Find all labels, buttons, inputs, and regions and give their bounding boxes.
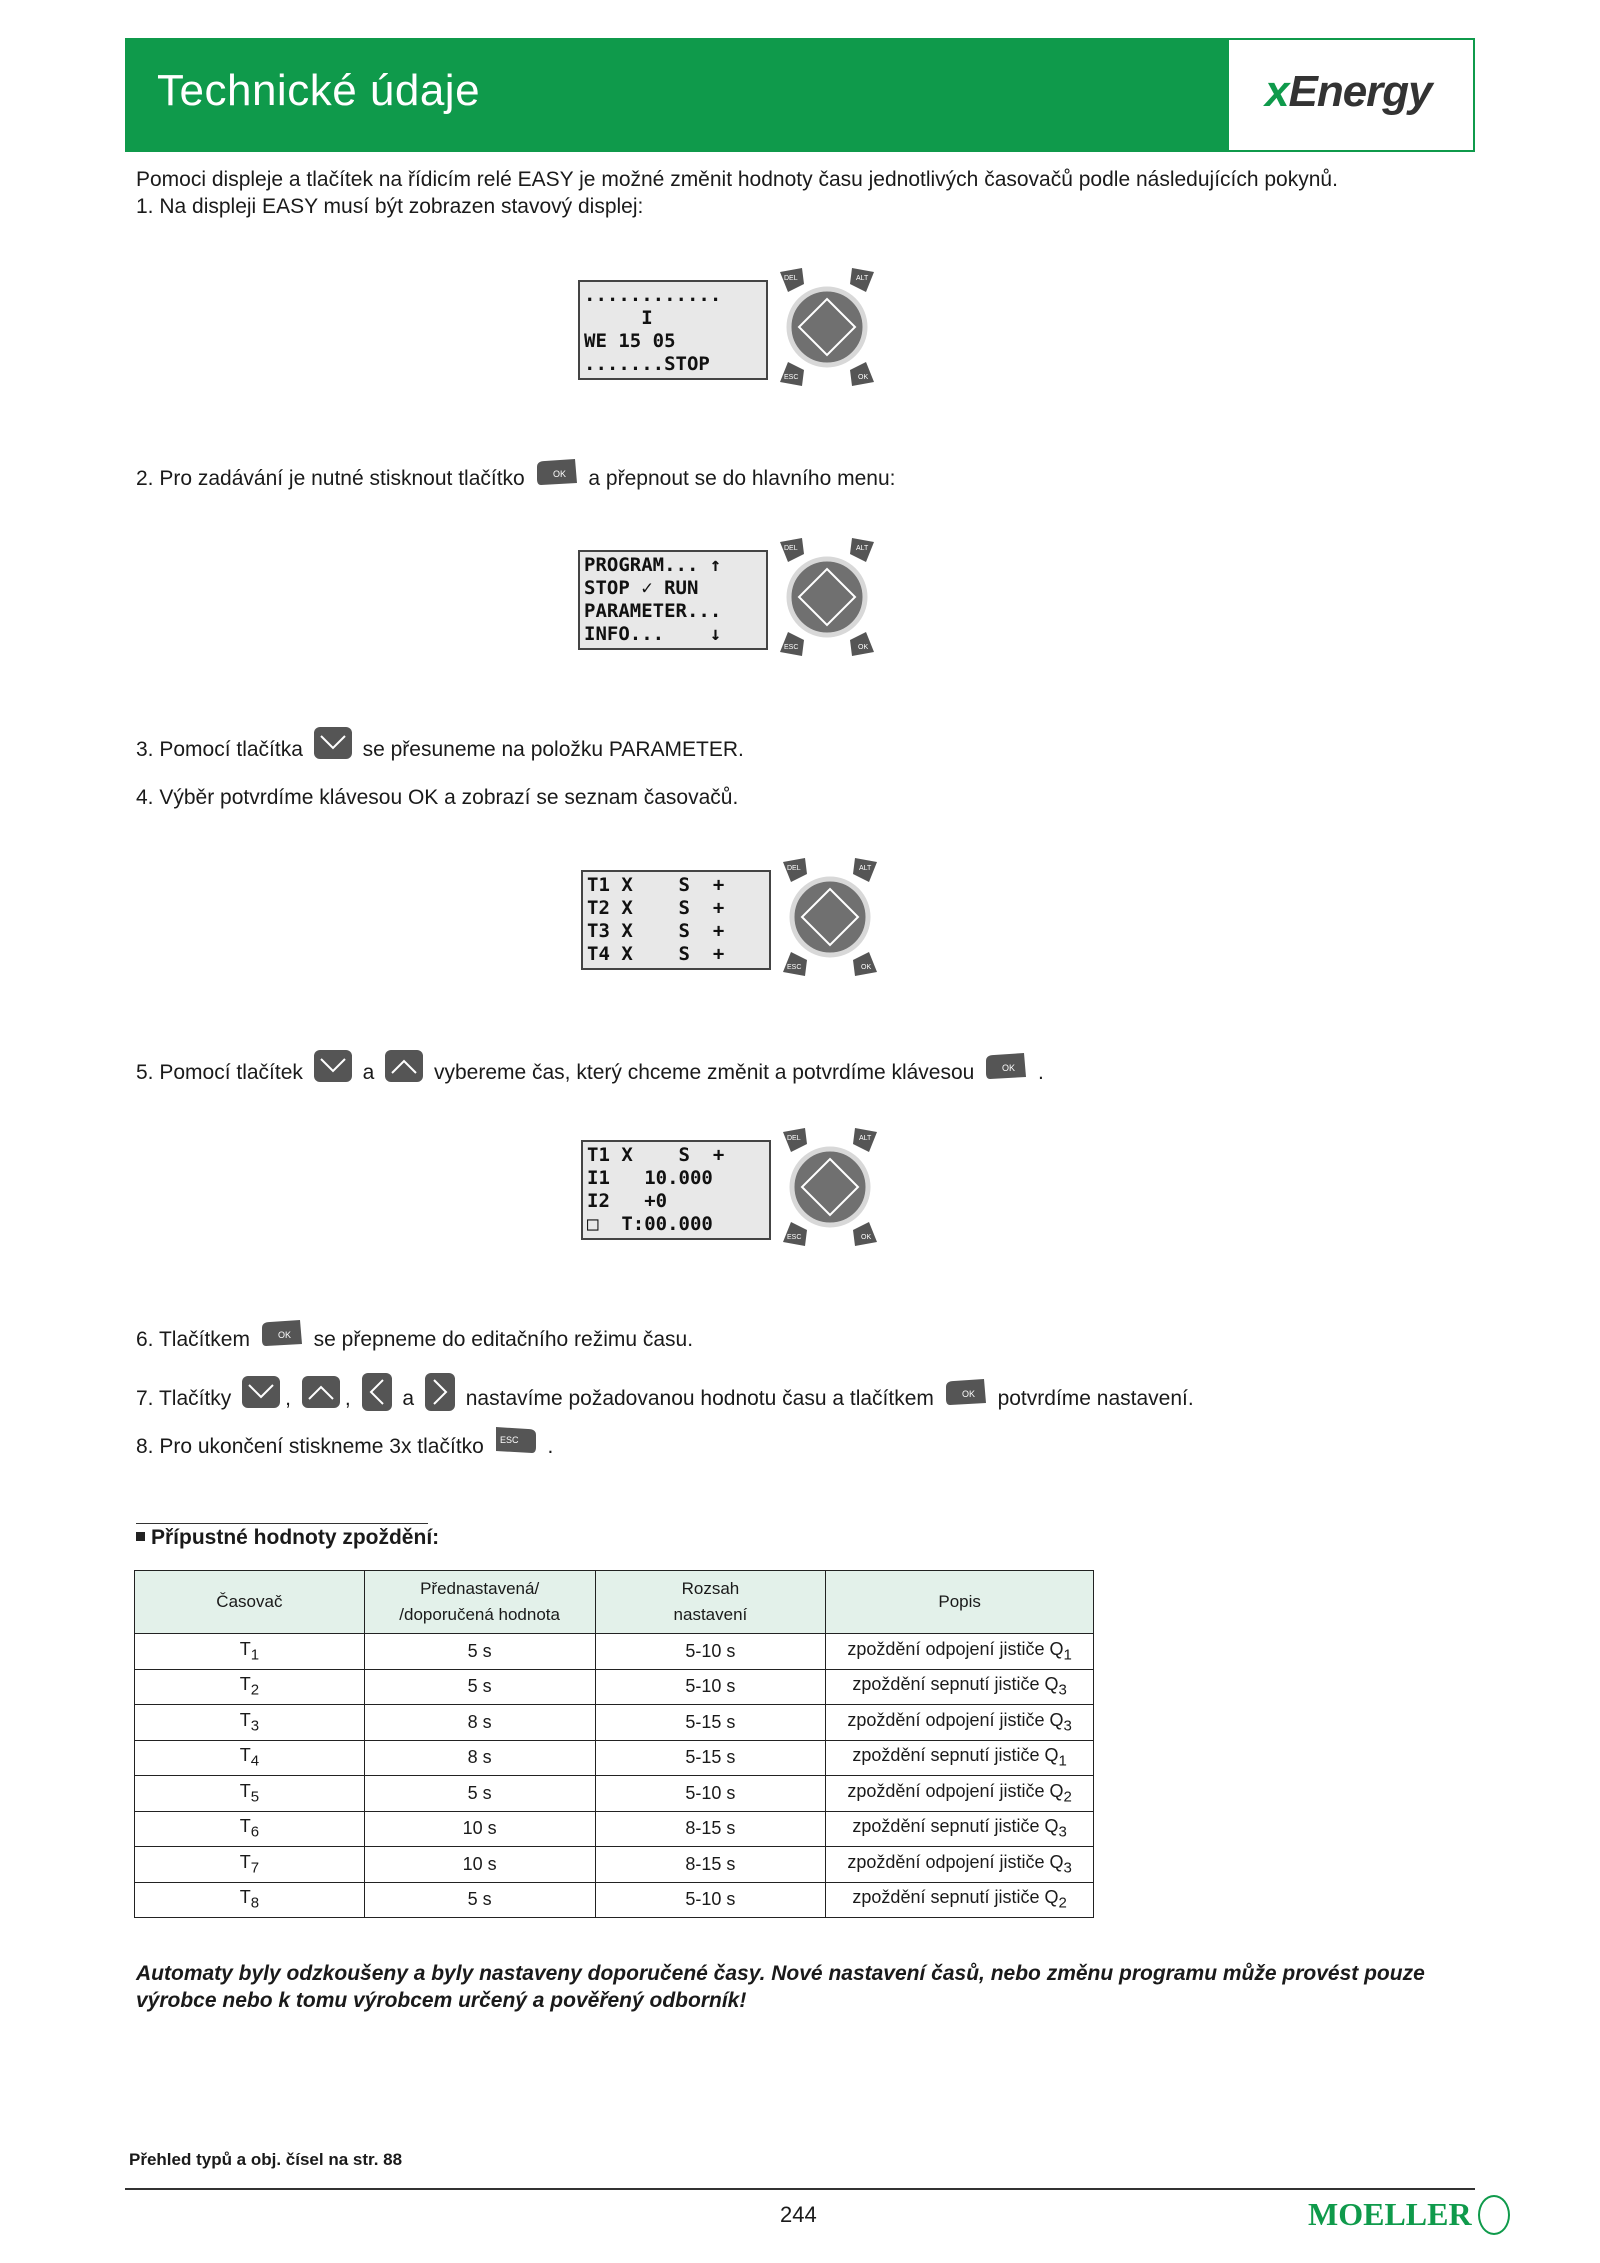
- cell-range: 5-15 s: [595, 1740, 826, 1776]
- cell-range: 5-10 s: [595, 1634, 826, 1670]
- svg-text:ALT: ALT: [856, 545, 869, 552]
- lcd-timer-list: T1 X S + T2 X S + T3 X S + T4 X S +: [581, 870, 771, 970]
- arrow-up-key-icon: [384, 1049, 424, 1090]
- lcd-main-menu: PROGRAM... ↑ STOP ✓ RUN PARAMETER... INFO... ↓: [578, 550, 768, 650]
- step-6-text: 6. Tlačítkem: [136, 1328, 250, 1352]
- moeller-emblem-icon: [1478, 2195, 1510, 2235]
- svg-text:DEL: DEL: [784, 545, 798, 552]
- cell-description: zpoždění odpojení jističe $Q_1$: [826, 1634, 1094, 1670]
- cell-range: 8-15 s: [595, 1811, 826, 1847]
- col-header-description: Popis: [826, 1571, 1094, 1634]
- page-title: Technické údaje: [157, 66, 481, 115]
- ok-key-icon: [984, 1051, 1028, 1088]
- cell-description: zpoždění odpojení jističe $Q_2$: [826, 1776, 1094, 1812]
- cell-timer: $T_7$: [135, 1847, 365, 1883]
- svg-text:DEL: DEL: [787, 865, 801, 872]
- moeller-logo: MOELLER: [1308, 2196, 1510, 2238]
- cell-timer: $T_8$: [135, 1882, 365, 1918]
- section-title: Přípustné hodnoty zpoždění:: [136, 1526, 439, 1550]
- svg-text:OK: OK: [277, 1330, 291, 1340]
- warning-note: Automaty byly odzkoušeny a byly nastaveny doporučené časy. Nové nastavení časů, nebo změnu programu může provést pouze výrobce nebo k tomu výrobcem určený a pověřený odborník!: [136, 1962, 1425, 2012]
- svg-text:ESC: ESC: [787, 1234, 802, 1241]
- intro-line-2: 1. Na displeji EASY musí být zobrazen stavový displej:: [136, 195, 644, 218]
- table-row: [135, 1705, 1094, 1741]
- cell-description: zpoždění sepnutí jističe $Q_2$: [826, 1882, 1094, 1918]
- table-row: [135, 1669, 1094, 1705]
- xenergy-logo: [1227, 40, 1473, 150]
- cell-preset: 5 s: [364, 1776, 595, 1812]
- svg-text:OK: OK: [858, 374, 869, 381]
- cell-timer: $T_5$: [135, 1776, 365, 1812]
- cell-preset: 8 s: [364, 1740, 595, 1776]
- cell-description: zpoždění sepnutí jističe $Q_1$: [826, 1740, 1094, 1776]
- cell-range: 5-15 s: [595, 1705, 826, 1741]
- svg-text:OK: OK: [1002, 1063, 1016, 1073]
- easy-keypad: [775, 852, 885, 982]
- table-row: [135, 1776, 1094, 1812]
- cell-description: zpoždění sepnutí jističe $Q_3$: [826, 1811, 1094, 1847]
- svg-text:ESC: ESC: [787, 964, 802, 971]
- cell-range: 8-15 s: [595, 1847, 826, 1883]
- cell-timer: $T_6$: [135, 1811, 365, 1847]
- table-row: [135, 1811, 1094, 1847]
- svg-text:ALT: ALT: [859, 1135, 872, 1142]
- lcd-timer-detail: T1 X S + I1 10.000 I2 +0 □ T:00.000: [581, 1140, 771, 1240]
- page-number: 244: [780, 2202, 817, 2227]
- cell-range: 5-10 s: [595, 1776, 826, 1812]
- cell-timer: $T_1$: [135, 1634, 365, 1670]
- svg-text:DEL: DEL: [787, 1135, 801, 1142]
- cell-description: zpoždění odpojení jističe $Q_3$: [826, 1847, 1094, 1883]
- svg-text:ESC: ESC: [784, 374, 799, 381]
- arrow-left-key-icon: [361, 1372, 393, 1419]
- table-header-row: [135, 1571, 1094, 1634]
- intro-line-1: Pomoci displeje a tlačítek na řídicím relé EASY je možné změnit hodnoty času jednotlivých časovačů podle následujících pokynů.: [136, 168, 1338, 191]
- svg-text:DEL: DEL: [784, 275, 798, 282]
- svg-text:ESC: ESC: [784, 644, 799, 651]
- cell-description: zpoždění odpojení jističe $Q_3$: [826, 1705, 1094, 1741]
- cell-preset: 5 s: [364, 1634, 595, 1670]
- section-divider: [136, 1523, 428, 1524]
- step-4-text: 4. Výběr potvrdíme klávesou OK a zobrazí se seznam časovačů.: [136, 786, 739, 809]
- svg-text:OK: OK: [858, 644, 869, 651]
- footer-divider: [125, 2188, 1475, 2190]
- step-7-text: 7. Tlačítky: [136, 1387, 232, 1411]
- esc-key-icon: [494, 1425, 538, 1462]
- table-row: [135, 1634, 1094, 1670]
- arrow-down-key-icon: [313, 726, 353, 767]
- ok-key-icon: [260, 1318, 304, 1355]
- svg-text:OK: OK: [861, 964, 872, 971]
- cell-preset: 10 s: [364, 1811, 595, 1847]
- col-header-range: Rozsah nastavení: [595, 1571, 826, 1634]
- logo-x: x: [1265, 67, 1289, 116]
- cell-range: 5-10 s: [595, 1669, 826, 1705]
- cell-timer: $T_3$: [135, 1705, 365, 1741]
- svg-text:ALT: ALT: [856, 275, 869, 282]
- step-8-text: 8. Pro ukončení stiskneme 3x tlačítko: [136, 1435, 484, 1459]
- arrow-down-key-icon: [313, 1049, 353, 1090]
- svg-text:OK: OK: [961, 1389, 975, 1399]
- table-row: [135, 1882, 1094, 1918]
- page-header: [125, 38, 1475, 152]
- cell-range: 5-10 s: [595, 1882, 826, 1918]
- easy-keypad: [772, 532, 882, 662]
- col-header-timer: Časovač: [135, 1571, 365, 1634]
- table-row: [135, 1847, 1094, 1883]
- step-2-text: 2. Pro zadávání je nutné stisknout tlačítko: [136, 467, 525, 491]
- ok-key-icon: [944, 1377, 988, 1414]
- col-header-preset: Přednastavená/ /doporučená hodnota: [364, 1571, 595, 1634]
- arrow-right-key-icon: [424, 1372, 456, 1419]
- cell-preset: 8 s: [364, 1705, 595, 1741]
- arrow-up-key-icon: [301, 1375, 341, 1416]
- cell-timer: $T_2$: [135, 1669, 365, 1705]
- easy-keypad: [775, 1122, 885, 1252]
- arrow-down-key-icon: [241, 1375, 281, 1416]
- cell-preset: 5 s: [364, 1669, 595, 1705]
- svg-text:ALT: ALT: [859, 865, 872, 872]
- step-3-text: 3. Pomocí tlačítka: [136, 738, 303, 762]
- table-row: [135, 1740, 1094, 1776]
- cell-preset: 5 s: [364, 1882, 595, 1918]
- lcd-status-display: ............ I WE 15 05 .......STOP: [578, 280, 768, 380]
- svg-text:OK: OK: [552, 469, 566, 479]
- easy-keypad: [772, 262, 882, 392]
- delay-table: [134, 1570, 1094, 1918]
- svg-text:OK: OK: [861, 1234, 872, 1241]
- footer-reference: Přehled typů a obj. čísel na str. 88: [129, 2150, 403, 2169]
- svg-text:ESC: ESC: [499, 1435, 519, 1445]
- cell-timer: $T_4$: [135, 1740, 365, 1776]
- bullet-square-icon: [136, 1532, 145, 1541]
- ok-key-icon: [535, 457, 579, 494]
- step-5-text: 5. Pomocí tlačítek: [136, 1061, 303, 1085]
- cell-preset: 10 s: [364, 1847, 595, 1883]
- logo-word: Energy: [1288, 67, 1432, 116]
- cell-description: zpoždění sepnutí jističe $Q_3$: [826, 1669, 1094, 1705]
